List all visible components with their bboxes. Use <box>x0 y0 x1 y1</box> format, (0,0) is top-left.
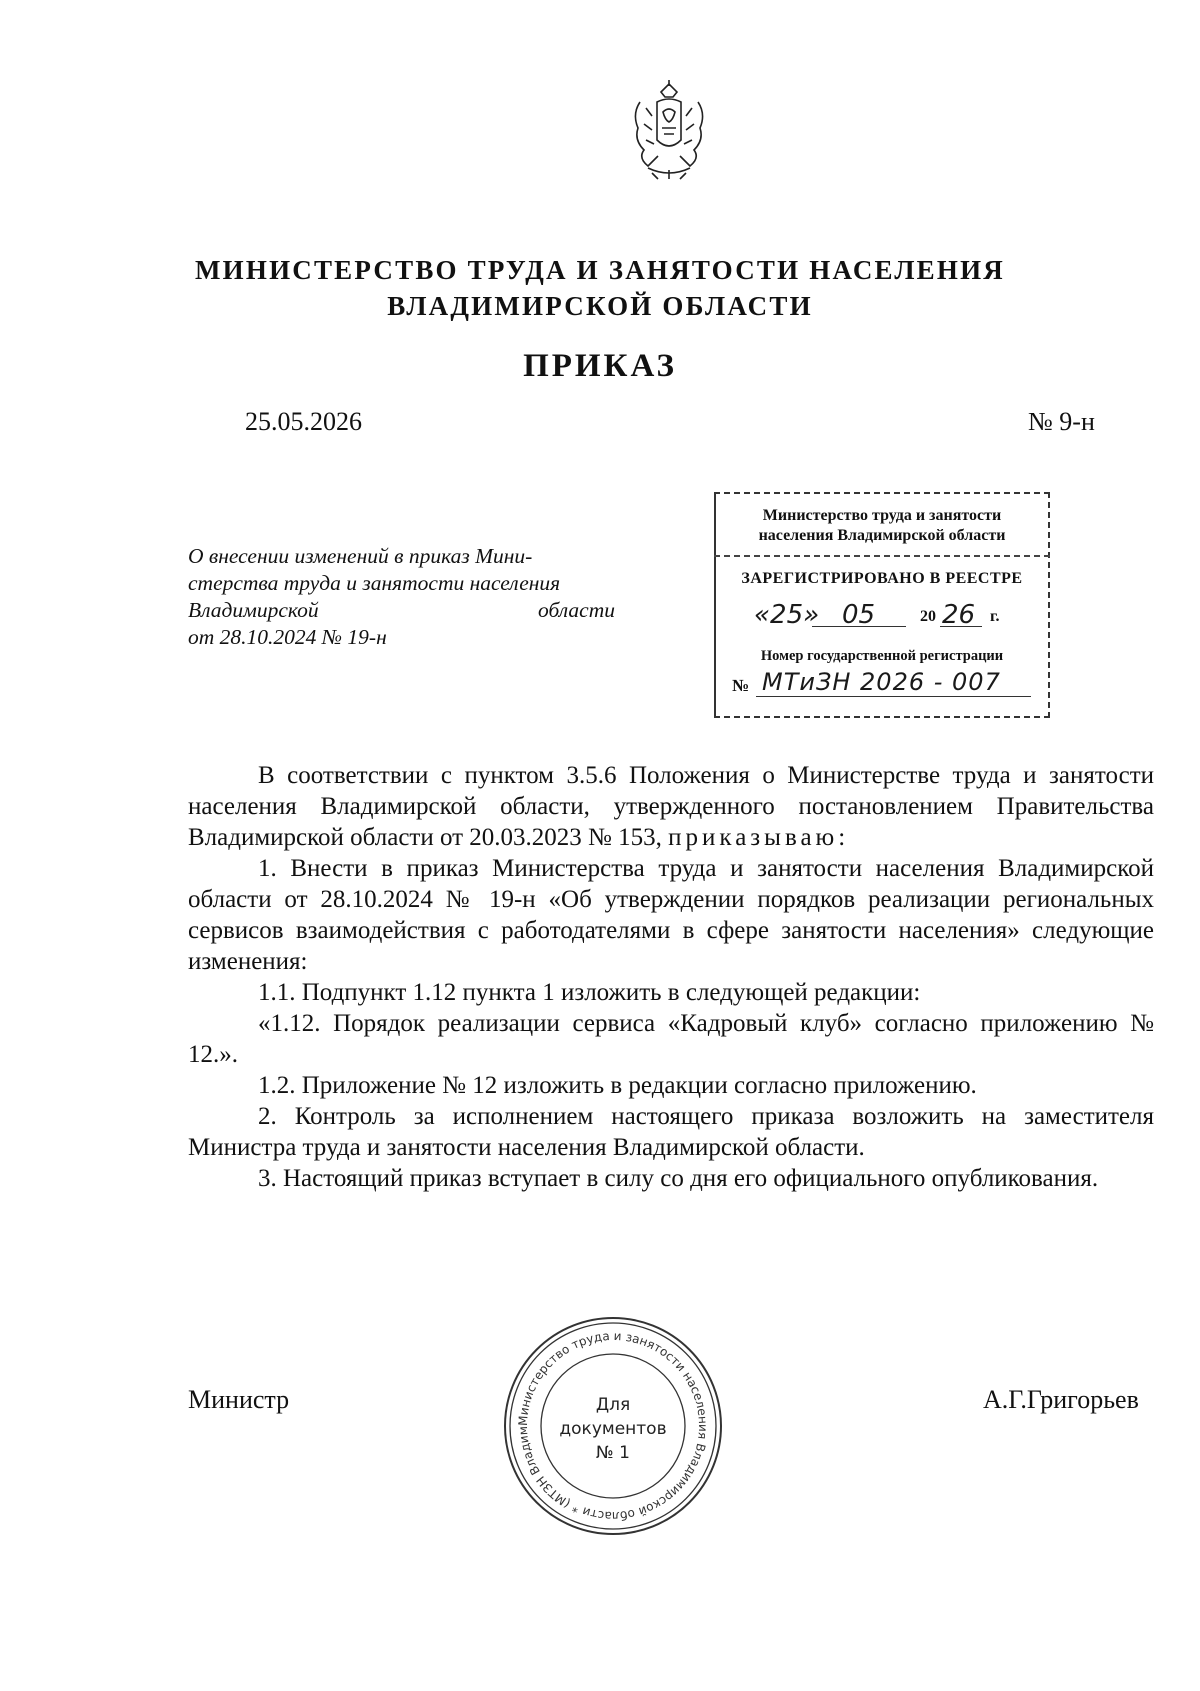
document-number: № 9-н <box>1028 407 1095 436</box>
round-seal <box>502 1315 724 1537</box>
body-paragraph: «1.12. Порядок реализации сервиса «Кадровый клуб» согласно приложению № 12.». <box>188 1010 1154 1068</box>
document-date: 25.05.2026 <box>245 407 362 436</box>
subject-line: стерства труда и занятости населения <box>188 571 561 595</box>
stamp-registration-date <box>754 600 1044 634</box>
signatory-role: Министр <box>188 1385 290 1414</box>
stamp-number-prefix: № <box>732 676 750 695</box>
ministry-title <box>0 252 1200 324</box>
body-paragraph: 1.2. Приложение № 12 изложить в редакции согласно приложению. <box>258 1072 977 1099</box>
body-paragraph: 1.1. Подпункт 1.12 пункта 1 изложить в следующей редакции: <box>258 979 921 1006</box>
document-type-title: ПРИКАЗ <box>523 348 677 384</box>
ministry-title-line1: МИНИСТЕРСТВО ТРУДА И ЗАНЯТОСТИ НАСЕЛЕНИЯ <box>194 255 1005 285</box>
subject-line <box>188 597 615 624</box>
stamp-registered-label: ЗАРЕГИСТРИРОВАНО В РЕЕСТРЕ <box>741 570 1023 587</box>
body-paragraph: 3. Настоящий приказ вступает в силу со дня его официального опубликования. <box>258 1165 1099 1192</box>
document-body <box>188 760 1154 1194</box>
seal-line1: Для <box>595 1395 631 1415</box>
signatory-name: А.Г.Григорьев <box>983 1385 1139 1414</box>
stamp-year-unit: г. <box>990 608 1000 625</box>
body-paragraph-text: В соответствии с пунктом 3.5.6 Положения о Министерстве труда и занятости населения Владимирской области, утвержденного постановлением Правительства Владимирской области от 20.03.2023 № 153, <box>188 762 1154 851</box>
stamp-org-line1: Министерство труда и занятости <box>762 507 1002 524</box>
stamp-divider <box>714 555 1050 557</box>
body-paragraph: 1. Внести в приказ Министерства труда и занятости населения Владимирской области от 28.10.2024 № 19-н «Об утверждении порядков реализации региональных сервисов взаимодействия с работодателями в сфере занятости населения» следующие изменения: <box>188 855 1154 975</box>
subject-word: Владимирской <box>188 598 319 622</box>
document-subject <box>188 543 615 651</box>
coat-of-arms-emblem <box>628 80 710 180</box>
seal-line3: № 1 <box>596 1443 630 1463</box>
subject-line: О внесении изменений в приказ Мини- <box>188 544 533 568</box>
order-keyword: приказываю: <box>668 824 850 851</box>
seal-ring-text: Министерство труда и занятости населения Владимирской области * (МТЗН Владим <box>515 1328 711 1524</box>
subject-line: от 28.10.2024 № 19-н <box>188 625 387 649</box>
body-paragraph: 2. Контроль за исполнением настоящего приказа возложить на заместителя Министра труда и занятости населения Владимирской области. <box>188 1103 1154 1161</box>
body-paragraph <box>188 760 1154 853</box>
stamp-number-label: Номер государственной регистрации <box>760 648 1004 664</box>
stamp-org-line2: населения Владимирской области <box>758 527 1006 544</box>
stamp-registration-number <box>732 670 1032 704</box>
stamp-year-prefix: 20 <box>920 608 936 625</box>
stamp-month: 05 <box>842 600 876 630</box>
stamp-year-suffix: 26 <box>942 600 976 630</box>
subject-word: области <box>538 598 615 622</box>
stamp-number-value: МТиЗН 2026 - 007 <box>762 668 1001 696</box>
ministry-title-line2: ВЛАДИМИРСКОЙ ОБЛАСТИ <box>387 291 813 321</box>
registration-stamp <box>714 492 1050 718</box>
seal-line2: документов <box>559 1419 667 1439</box>
stamp-day: «25» <box>754 600 820 630</box>
stamp-organization <box>714 506 1050 546</box>
